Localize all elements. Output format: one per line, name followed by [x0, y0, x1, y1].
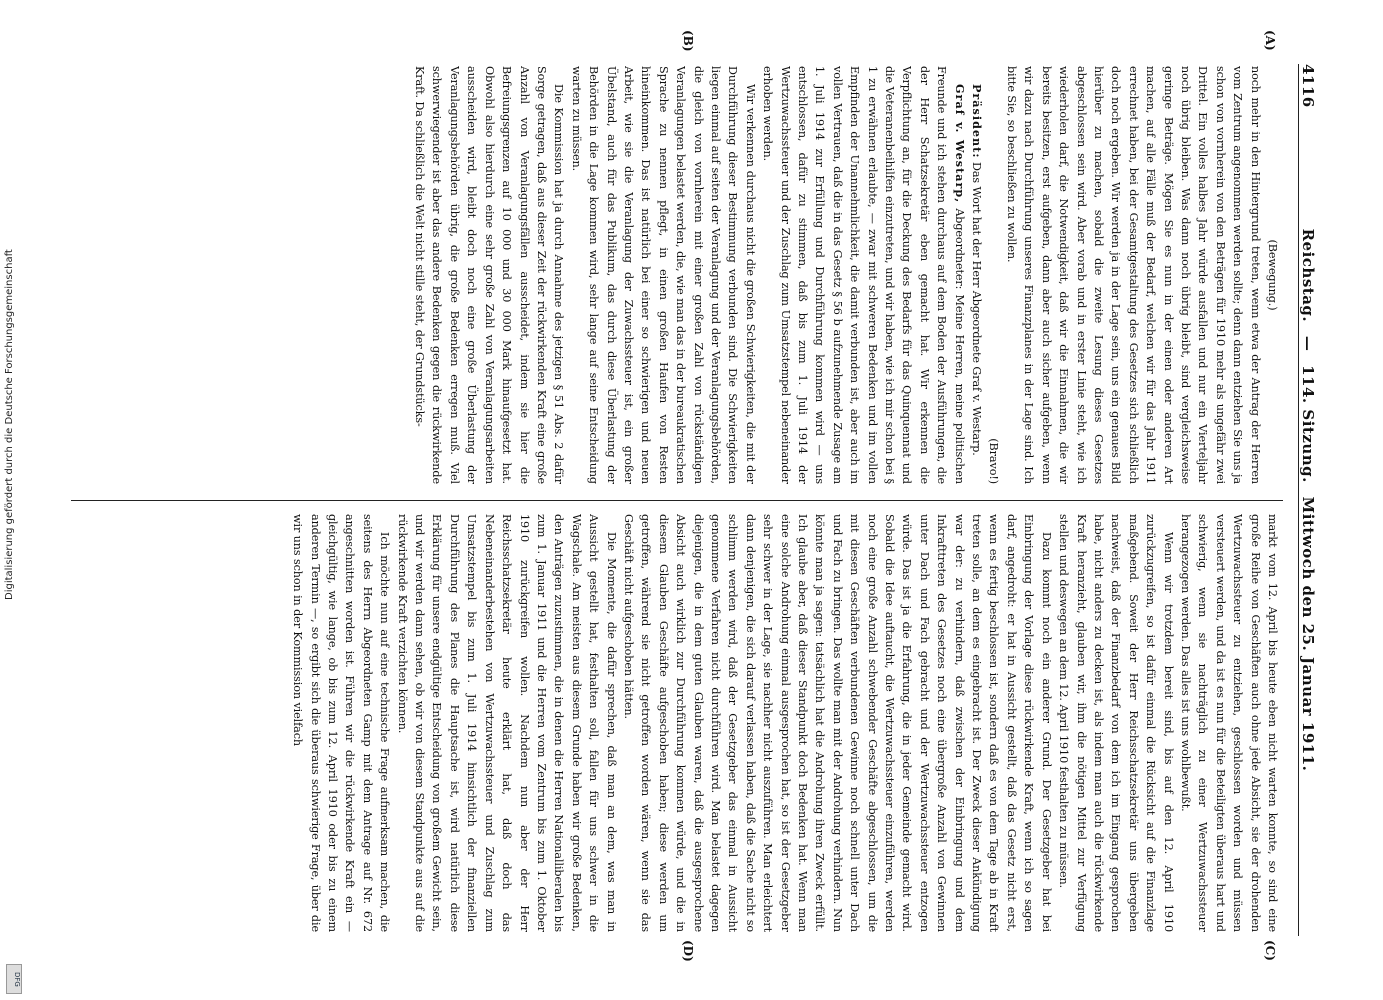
paragraph: Die Momente, die dafür sprechen, daß man an dem, was man in Aussicht gestellt hat, festhalten soll, fallen für uns schwer in die Wagschale. Am meisten aus diesem Grunde haben wir große Bedenken, den Anträgen zuzustimmen, die in denen die Herren Nationalliberalen bis zum 1. Januar 1911 und die Herren vom Zentrum bis zum 1. Oktober 1910 zurückgreifen wollen. Nachdem nun aber der Herr Reichsschatzsekretär heute erklärt hat, daß doch das Nebeneinanderbestehen von Wertzuwachssteuer und Zuschlag zum Umsatzstempel bis zum 1. Juli 1914 hinsichtlich der finanziellen Durchführung des Planes die Hauptsache ist, wird natürlich diese Erklärung für unsere endgültige Entscheidung von großem Gewicht sein, und wir werden dann sehen, ob wir von diesem Standpunkte aus auf die rückwirkende Kraft verzichten können. [395, 514, 618, 932]
running-head [1299, 64, 1317, 936]
paragraph [759, 66, 968, 484]
page-body [65, 30, 1317, 962]
paragraph: Wenn wir trotzdem bereit sind, bis auf den 12. April 1910 zurückzugreifen, so ist dafür einmal die Rücksicht auf die Finanzlage maßgebend. Soweit der Herr Reichsschatzsekretär uns übergeben nachweist, daß der Finanzbedarf von dem ich im Eingang gesprochen habe, nicht anders zu decken ist, als indem man auch die rückwirkende Kraft heranzieht, glauben wir, ihm die nötigen Mittel zur Verfügung stellen und deswegen an dem 12. April 1910 festhalten zu müssen. [1057, 514, 1175, 932]
margin-mark-a: (A) [1263, 30, 1277, 51]
page-header [1293, 64, 1317, 936]
dfg-logo: DFG [6, 964, 22, 994]
left-column [65, 66, 1281, 484]
paragraph: (Bravo!) [987, 438, 1001, 484]
paragraph: Die Kommission hat ja durch Annahme des jetzigen § 51 Abs. 2 dafür Sorge getragen, daß aus dieser Zeit der rückwirkenden Kraft eine große Anzahl von Veranlagungsfällen ausscheidet, indem sie hier die Befreiungsgrenzen auf 10 000 und 30 000 Mark hinaufgesetzt hat. Obwohl also hierdurch eine sehr große Zahl von Veranlagungsarbeiten ausscheiden wird, bleibt doch noch eine große Überlastung der Veranlagungsbehörden übrig, die große Bedenken erregen muß. Viel schwerwiegender ist aber das andere Bedenken gegen die rückwirkende Kraft. Da schließlich die Welt nicht stille steht, der Grundstücks- [413, 66, 566, 484]
paragraph-text: Abgeordneter: Meine Herren, meine politischen Freunde und ich stehen durchaus auf dem Boden der Ausführungen, die der Herr Schatzsekretär eben gemacht hat. Wir erkennen die Verpflichtung an, für die Deckung des Bedarfs für das Quinquennat und die Veteranenbeihilfen einzutreten, und wir haben, wie ich mir schon bei § 1 zu erwähnen erlaubte, — zwar mit schweren Bedenken und im vollen Empfinden der Unannehmlichkeit, die damit verbunden ist, aber auch im vollen Vertrauen, daß die in das Gesetz § 56 b aufzunehmende Zusage am 1. Juli 1914 zur Erfüllung und Durchführung kommen wird — uns entschlossen, dafür zu stimmen, daß bis zum 1. Juli 1914 der Wertzuwachssteuer und der Zuschlag zum Umsatzstempel nebeneinander erhoben werden. [761, 66, 966, 484]
page-number: 4116 [1299, 64, 1317, 108]
margin-mark-b: (B) [681, 30, 695, 52]
margin-mark-d: (D) [681, 940, 695, 962]
header-left: Reichstag. [1299, 228, 1317, 323]
paragraph: Dazu kommt noch ein anderer Grund. Der Gesetzgeber hat bei Einbringung der Vorlage diese rückwirkende Kraft, wenn ich so sagen darf, angedroht: er hat in Aussicht gestellt, daß das Gesetz nicht erst, wenn es fertig beschlossen ist, sondern daß es von dem Tage ab in Kraft treten solle, an dem es eingebracht ist. Der Zweck dieser Ankündigung war der: zu verhindern, daß zwischen der Einbringung und dem Inkrafttreten des Gesetzes noch eine übergroße Anzahl von Gewinnen unter Dach und Fach gebracht und der Wertzuwachssteuer entzogen würde. Das ist ja die Erfahrung, die in jeder Gemeinde gemacht wird. Sobald die Idee auftaucht, die Wertzuwachssteuer einzuführen, werden noch eine große Anzahl schwebender Geschäfte abgeschlossen, um die mit diesen Geschäften verbundenen Gewinne noch schnell unter Dach und Fach zu bringen. Das wollte man mit der Androhung verhindern. Nun könnte man ja sagen: tatsächlich hat die Androhung ihren Zweck erfüllt. Ich glaube aber, daß dieser Standpunkt doch Bedenken hat. Wenn man eine solche Androhung einmal ausgesprochen hat, so ist der Gesetzgeber sehr schwer in der Lage, sie nachher nicht auszuführen. Man erleichtert dann denjenigen, die sich darauf verlassen haben, daß die Sache nicht so schlimm werden wird, daß der Gesetzgeber das einmal in Aussicht genommene Verfahren nicht durchführen wird. Man belastet dagegen diejenigen, die in dem guten Glauben waren, daß die ausgesprochene Absicht auch wirklich zur Durchführung kommen würde, und die in diesem Glauben Geschäfte aufgeschoben haben; diese werden um getroffen, während sie nicht getroffen worden wären, wenn sie das Geschäft nicht aufgeschoben hätten. [621, 514, 1053, 932]
header-date: Mittwoch den 25. Januar 1911. [1299, 496, 1317, 772]
right-column [65, 514, 1281, 932]
paragraph: Ich möchte nun auf eine technische Frage aufmerksam machen, die seitens des Herrn Abgeordneten Gamp mit dem Antrage auf Nr. 672 angeschnitten worden ist. Führen wir die rückwirkende Kraft ein — gleichgültig, wie lange, ob bis zum 12. April 1910 oder bis zu einem anderen Termin —, so ergibt sich die überaus schwierige Frage, über die wir uns schon in der Kommission vielfach [291, 514, 392, 932]
paragraph-text: Das Wort hat der Herr Abgeordnete Graf v. Westarp. [970, 161, 984, 456]
paragraph: noch mehr in den Hintergrund treten, wenn etwa der Antrag der Herren vom Zentrum angenommen werden sollte; denn dann entziehen Sie uns ja schon von vornherein von den Beträgen für 1910 mehr als ungefähr zwei Drittel. Ein volles halbes Jahr würde ausfallen und nur ein Vierteljahr noch übrig bleiben. Was dann noch übrig bleibt, sind vergleichsweise geringe Beträge. Mögen Sie es nun in der einen oder anderen Art machen, auf alle Fälle muß der Bedarf, welchen wir für das Jahr 1911 errechnet haben, bei der Gesamtgestaltung des Gesetzes sich schließlich doch noch ergeben. Wir werden ja in der Lage sein, uns ein genaues Bild hierüber zu machen, sobald die zweite Lesung dieses Gesetzes abgeschlossen sein wird. Aber vorab und in erster Linie steht, wie ich wiederholen darf, die Notwendigkeit, daß wir die Einnahmen, die wir bereits besitzen, erst aufgeben, dann aber auch sicher aufgeben, wenn wir dazu nach Durchführung unseres Finanzplanes in der Lage sind. Ich bitte Sie, so beschließen zu wollen. [1004, 66, 1262, 484]
paragraph: Wir verkennen durchaus nicht die großen Schwierigkeiten, die mit der Durchführung dieser Bestimmung verbunden sind. Die Schwierigkeiten liegen einmal auf seiten der Veranlagung und der Veranlagungsbehörden, die gleich von vornherein mit einer großen Zahl von rückständigen Veranlagungen belastet werden, die, wie man das in der bureaukratischen Sprache zu nennen pflegt, in einen großen Haufen von Resten hineinkommen. Das ist natürlich bei einer so schwierigen und neuen Arbeit, wie sie die Veranlagung der Zuwachssteuer ist, ein großer Übelstand, auch für das Publikum, das durch diese Überlastung der Behörden in die Lage kommen wird, sehr lange auf seine Entscheidung warten zu müssen. [569, 66, 757, 484]
paragraph [968, 66, 985, 484]
paragraph: markt vom 12. April bis heute eben nicht warten konnte, so sind eine große Reihe von Geschäften auch ohne jede Absicht, sie der drohenden Wertzuwachssteuer zu entziehen, geschlossen worden und müssen versteuert werden, und da ist es nun für die Beteiligten überaus hart und schwierig, wenn sie nachträglich zu einer Wertzuwachssteuer herangezogen werden. Das alles ist uns wohlbewußt. [1178, 514, 1279, 932]
digitization-credit: Digitalisierung gefördert durch die Deutsche Forschungsgemeinschaft [4, 249, 15, 600]
margin-mark-c: (C) [1263, 940, 1277, 961]
header-rule [1298, 64, 1299, 936]
header-dash: — [1299, 335, 1317, 352]
column-divider [71, 500, 1283, 501]
header-session: 114. Sitzung. [1299, 365, 1317, 483]
speaker-name: Graf v. Westarp, [952, 84, 967, 204]
speaker-name: Präsident: [970, 84, 985, 159]
paragraph: (Bewegung.) [1266, 239, 1279, 311]
